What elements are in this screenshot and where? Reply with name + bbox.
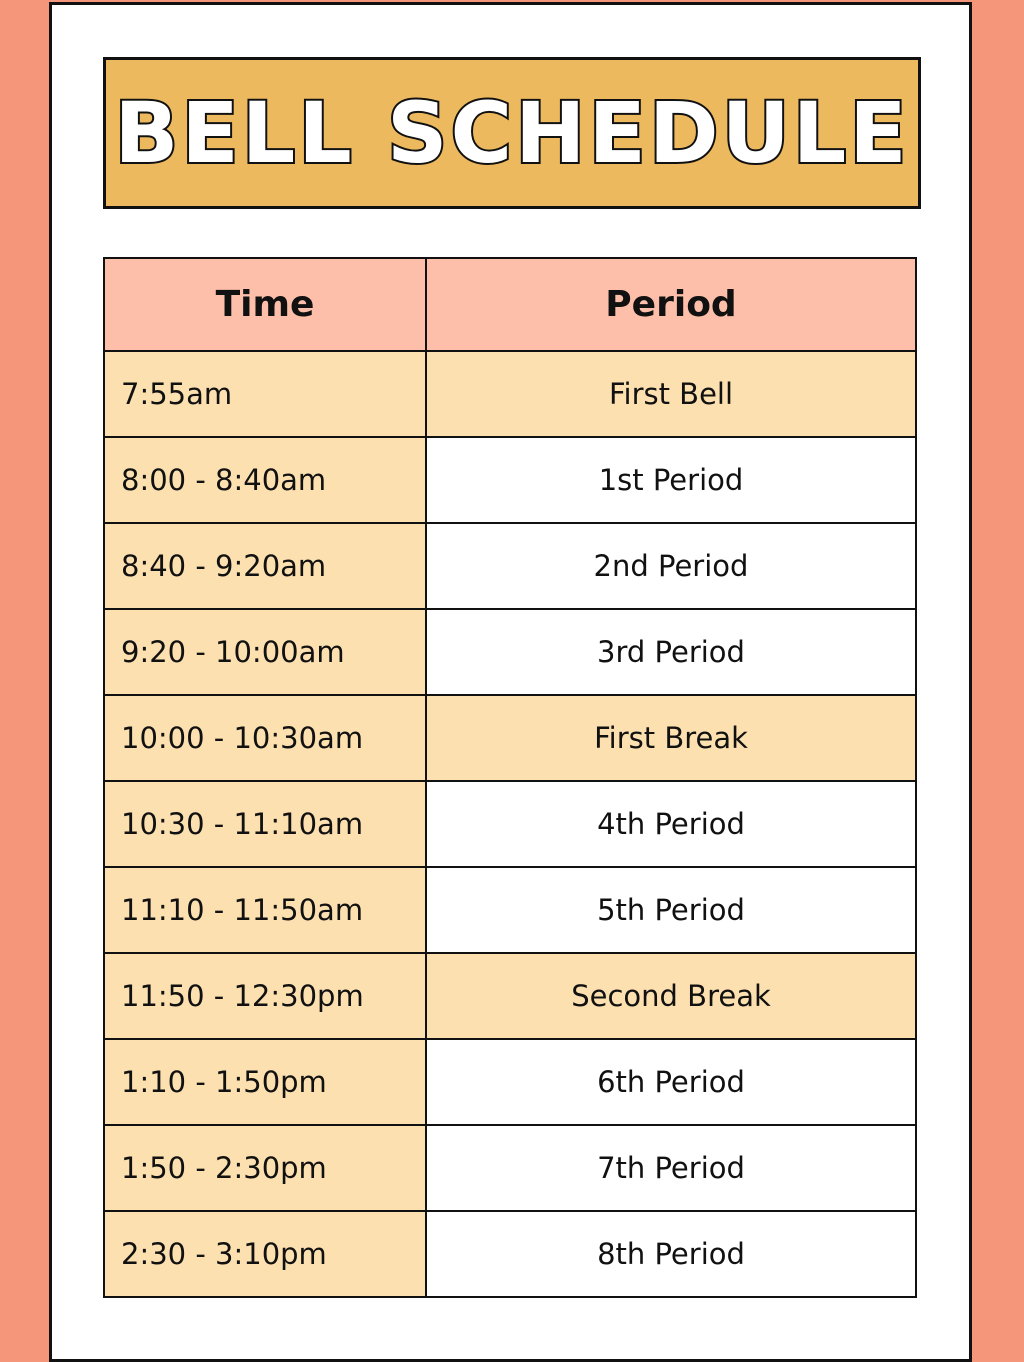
period-cell: 8th Period	[426, 1211, 916, 1297]
time-cell: 10:00 - 10:30am	[104, 695, 426, 781]
period-cell: 1st Period	[426, 437, 916, 523]
period-cell: First Break	[426, 695, 916, 781]
page-title: BELL SCHEDULE	[114, 84, 910, 182]
time-column-header: Time	[104, 258, 426, 351]
period-cell: 3rd Period	[426, 609, 916, 695]
table-row	[104, 781, 916, 867]
table-row	[104, 437, 916, 523]
title-banner	[103, 57, 921, 209]
time-cell: 8:00 - 8:40am	[104, 437, 426, 523]
time-cell: 1:50 - 2:30pm	[104, 1125, 426, 1211]
table-row	[104, 953, 916, 1039]
time-cell: 11:10 - 11:50am	[104, 867, 426, 953]
time-cell: 2:30 - 3:10pm	[104, 1211, 426, 1297]
bell-schedule-table	[103, 257, 917, 1298]
time-cell: 11:50 - 12:30pm	[104, 953, 426, 1039]
period-column-header: Period	[426, 258, 916, 351]
table-row	[104, 609, 916, 695]
time-cell: 1:10 - 1:50pm	[104, 1039, 426, 1125]
time-cell: 9:20 - 10:00am	[104, 609, 426, 695]
time-cell: 10:30 - 11:10am	[104, 781, 426, 867]
table-body	[104, 351, 916, 1297]
period-cell: 4th Period	[426, 781, 916, 867]
period-cell: First Bell	[426, 351, 916, 437]
time-cell: 7:55am	[104, 351, 426, 437]
period-cell: 7th Period	[426, 1125, 916, 1211]
period-cell: 6th Period	[426, 1039, 916, 1125]
period-cell: 2nd Period	[426, 523, 916, 609]
time-cell: 8:40 - 9:20am	[104, 523, 426, 609]
period-cell: Second Break	[426, 953, 916, 1039]
table-row	[104, 695, 916, 781]
table-row	[104, 867, 916, 953]
table-header-row	[104, 258, 916, 351]
table-row	[104, 1125, 916, 1211]
table-row	[104, 523, 916, 609]
table-row	[104, 351, 916, 437]
table-row	[104, 1039, 916, 1125]
table-row	[104, 1211, 916, 1297]
period-cell: 5th Period	[426, 867, 916, 953]
